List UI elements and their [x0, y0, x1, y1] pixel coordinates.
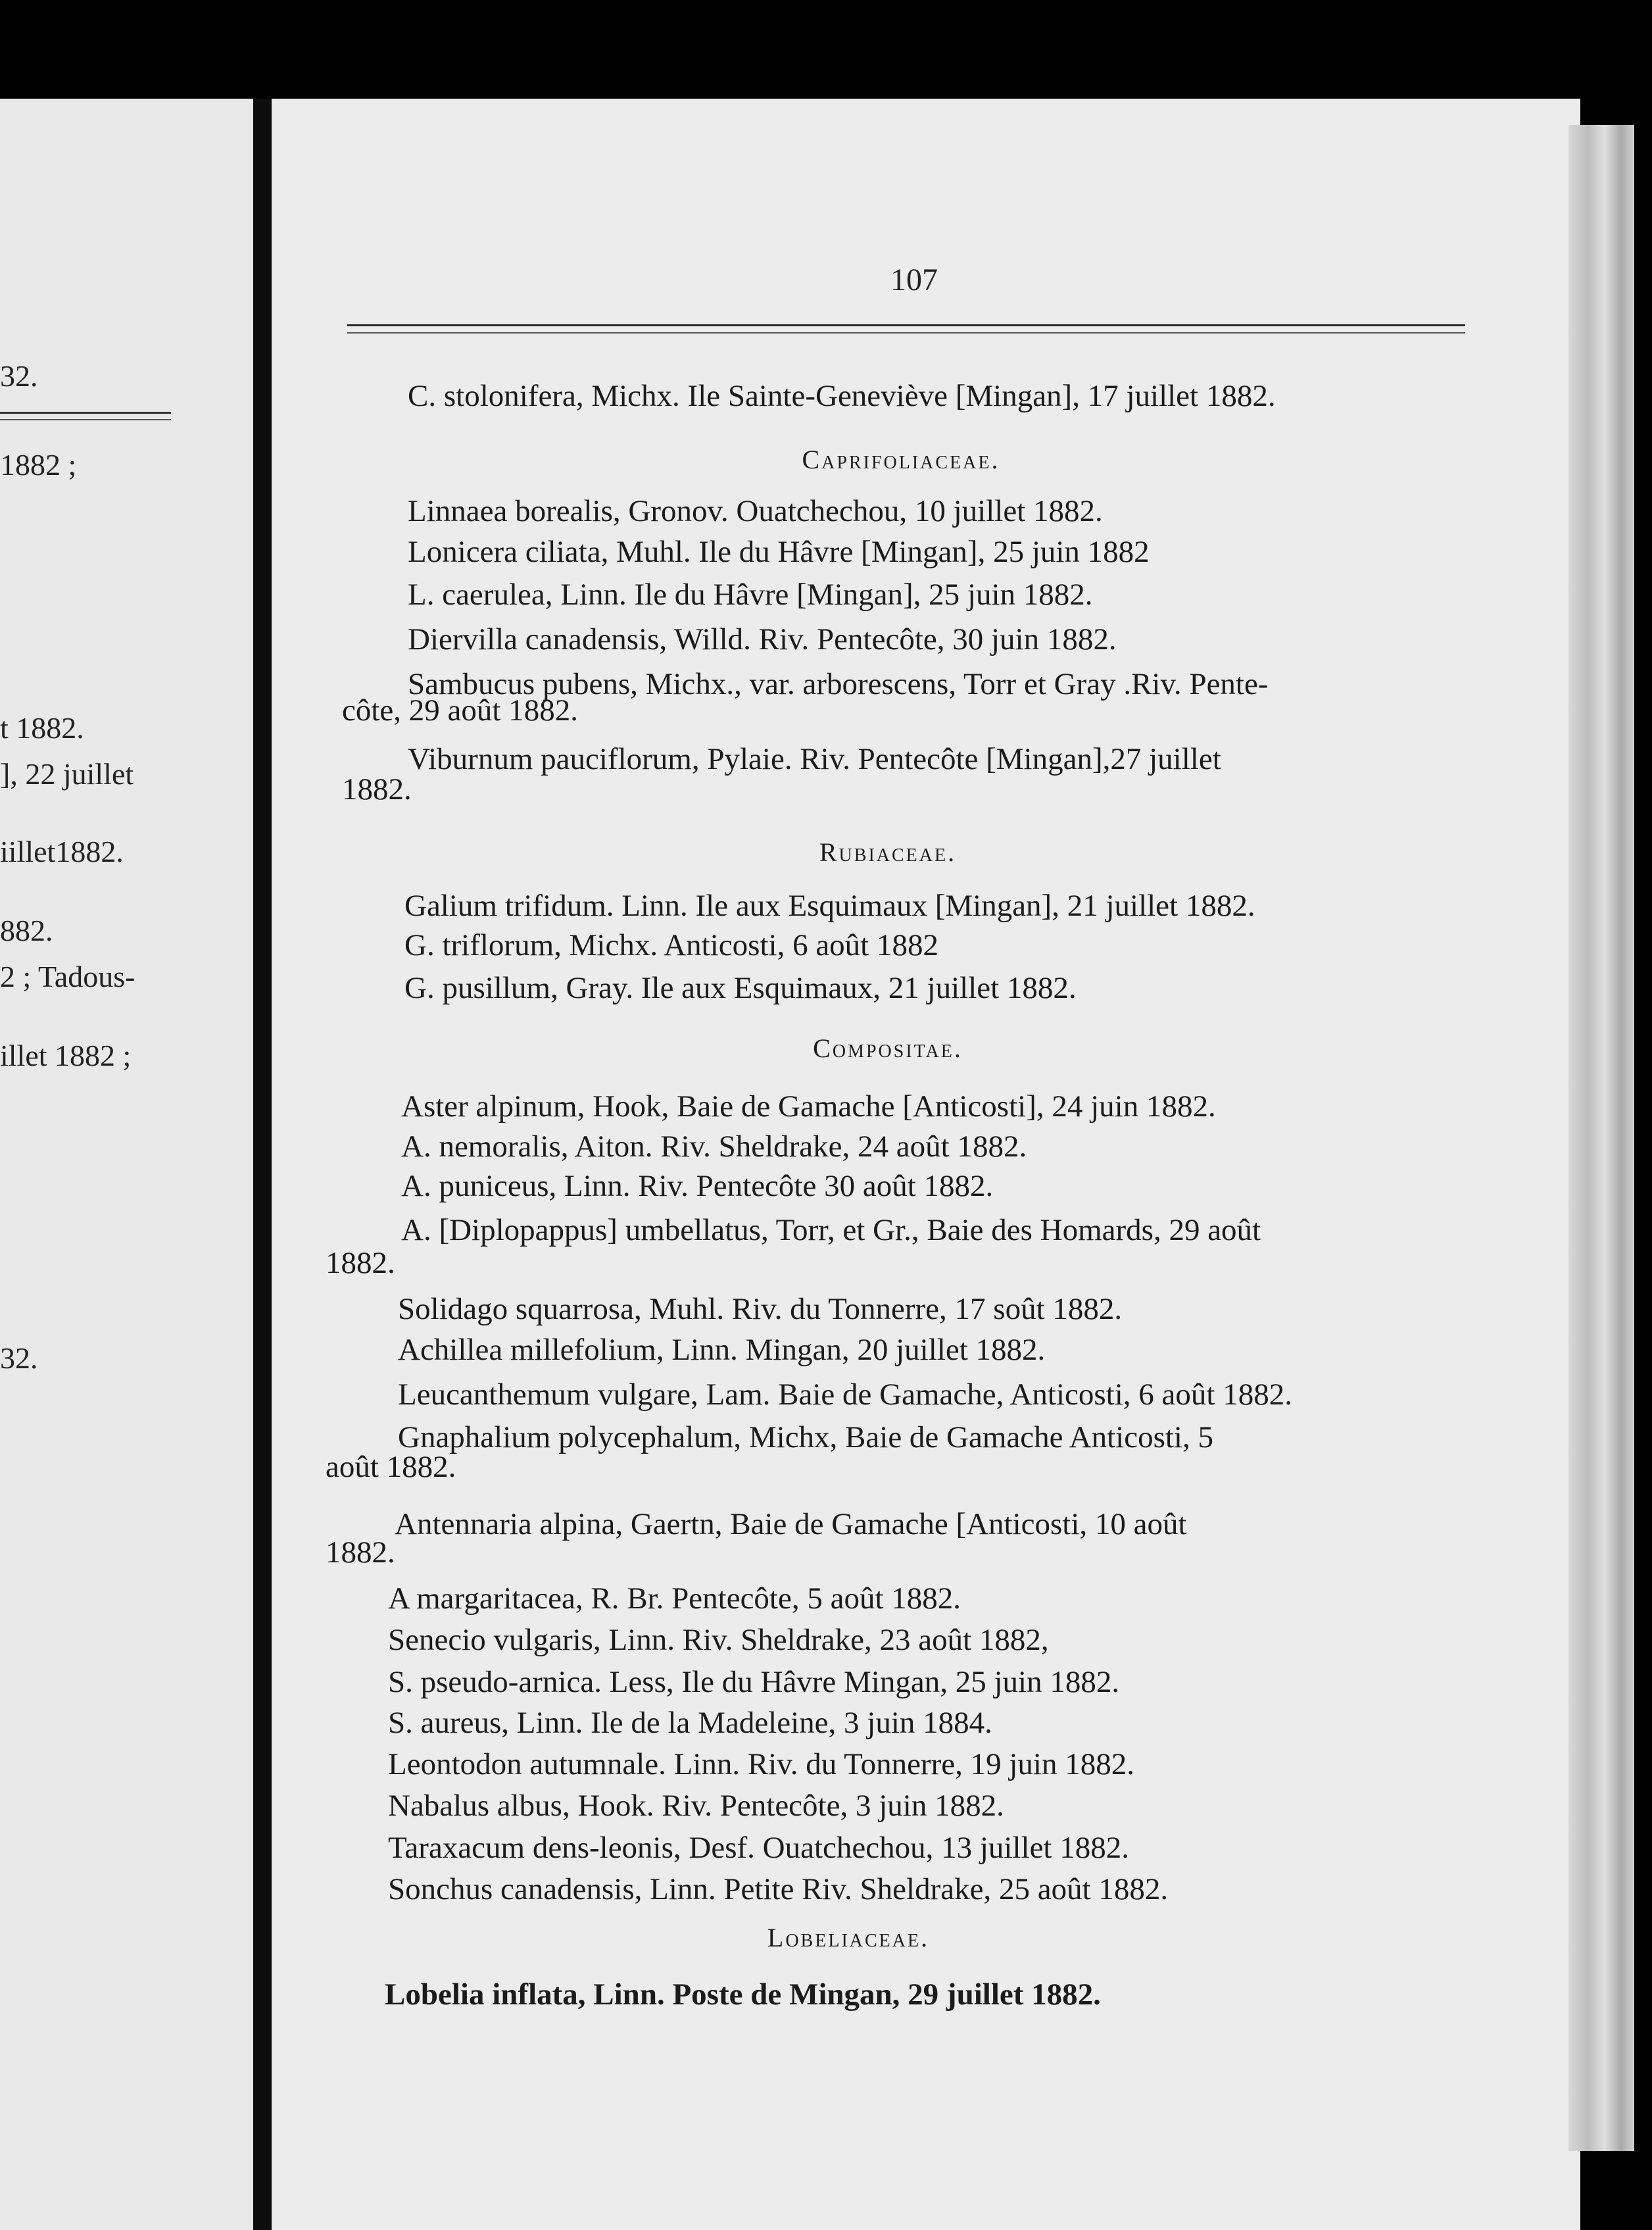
entry-line: G. triflorum, Michx. Anticosti, 6 août 1882	[404, 928, 938, 962]
left-page	[0, 99, 253, 2230]
entry-line: S. aureus, Linn. Ile de la Madeleine, 3 juin 1884.	[388, 1706, 992, 1740]
entry-line: Senecio vulgaris, Linn. Riv. Sheldrake, 23 août 1882,	[388, 1623, 1049, 1657]
entry-line: Achillea millefolium, Linn. Mingan, 20 juillet 1882.	[398, 1333, 1046, 1367]
entry-line-continued: côte, 29 août 1882.	[342, 693, 578, 728]
left-page-fragment: 32.	[0, 1341, 38, 1375]
right-page	[272, 99, 1580, 2230]
family-heading: Rubiaceae.	[819, 837, 957, 867]
book-gutter	[253, 99, 272, 2230]
left-page-rule	[0, 412, 171, 414]
entry-line: Aster alpinum, Hook, Baie de Gamache [Anticosti], 24 juin 1882.	[401, 1089, 1216, 1124]
entry-line: Lobelia inflata, Linn. Poste de Mingan, 29 juillet 1882.	[385, 1977, 1101, 2012]
entry-line-continued: août 1882.	[326, 1450, 456, 1484]
family-heading: Caprifoliaceae.	[802, 445, 1000, 474]
page-number: 107	[890, 262, 938, 297]
left-page-fragment: 882.	[0, 914, 53, 947]
entry-line: Galium trifidum. Linn. Ile aux Esquimaux [Mingan], 21 juillet 1882.	[404, 889, 1255, 923]
entry-line: A. puniceus, Linn. Riv. Pentecôte 30 août 1882.	[401, 1169, 994, 1203]
entry-line: Viburnum pauciflorum, Pylaie. Riv. Pentecôte [Mingan],27 juillet	[408, 742, 1221, 776]
entry-line: Linnaea borealis, Gronov. Ouatchechou, 10 juillet 1882.	[408, 494, 1103, 528]
entry-line: Antennaria alpina, Gaertn, Baie de Gamache [Anticosti, 10 août	[395, 1507, 1187, 1541]
entry-line: C. stolonifera, Michx. Ile Sainte-Geneviève [Mingan], 17 juillet 1882.	[408, 379, 1276, 413]
entry-line: A margaritacea, R. Br. Pentecôte, 5 août 1882.	[388, 1581, 961, 1616]
entry-line: Leucanthemum vulgare, Lam. Baie de Gamache, Anticosti, 6 août 1882.	[398, 1377, 1292, 1412]
entry-line: Sambucus pubens, Michx., var. arborescens, Torr et Gray .Riv. Pente-	[408, 667, 1269, 701]
entry-line: G. pusillum, Gray. Ile aux Esquimaux, 21 juillet 1882.	[404, 971, 1077, 1005]
left-page-fragment: 1882 ;	[0, 448, 77, 482]
entry-line-continued: 1882.	[326, 1246, 395, 1280]
entry-line: S. pseudo-arnica. Less, Ile du Hâvre Mingan, 25 juin 1882.	[388, 1665, 1120, 1699]
entry-line: A. nemoralis, Aiton. Riv. Sheldrake, 24 août 1882.	[401, 1129, 1027, 1164]
left-page-fragment: iillet1882.	[0, 835, 124, 868]
entry-line-continued: 1882.	[326, 1535, 395, 1570]
entry-line: Sonchus canadensis, Linn. Petite Riv. Sheldrake, 25 août 1882.	[388, 1872, 1169, 1906]
family-heading: Lobeliaceae.	[767, 1923, 930, 1952]
entry-line: A. [Diplopappus] umbellatus, Torr, et Gr., Baie des Homards, 29 août	[401, 1213, 1261, 1247]
entry-line: Gnaphalium polycephalum, Michx, Baie de Gamache Anticosti, 5	[398, 1420, 1213, 1454]
entry-line: Lonicera ciliata, Muhl. Ile du Hâvre [Mingan], 25 juin 1882	[408, 535, 1150, 569]
left-page-rule-secondary	[0, 419, 171, 420]
left-page-fragment: 2 ; Tadous-	[0, 960, 135, 993]
entry-line: Nabalus albus, Hook. Riv. Pentecôte, 3 juin 1882.	[388, 1789, 1004, 1823]
family-heading: Compositae.	[813, 1033, 963, 1063]
page-edge	[1568, 125, 1634, 2151]
left-page-fragment: illet 1882 ;	[0, 1039, 132, 1072]
entry-line: Taraxacum dens-leonis, Desf. Ouatchechou, 13 juillet 1882.	[388, 1831, 1129, 1865]
entry-line: Solidago squarrosa, Muhl. Riv. du Tonnerre, 17 soût 1882.	[398, 1292, 1123, 1326]
entry-line: L. caerulea, Linn. Ile du Hâvre [Mingan], 25 juin 1882.	[408, 578, 1093, 612]
entry-line: Leontodon autumnale. Linn. Riv. du Tonnerre, 19 juin 1882.	[388, 1747, 1134, 1781]
header-rule	[347, 324, 1465, 326]
header-rule-secondary	[347, 332, 1465, 334]
left-page-fragment: t 1882.	[0, 711, 84, 745]
left-page-fragment: 32.	[0, 359, 38, 393]
left-page-fragment: ], 22 juillet	[0, 757, 134, 791]
entry-line-continued: 1882.	[342, 772, 412, 806]
entry-line: Diervilla canadensis, Willd. Riv. Pentecôte, 30 juin 1882.	[408, 622, 1117, 657]
